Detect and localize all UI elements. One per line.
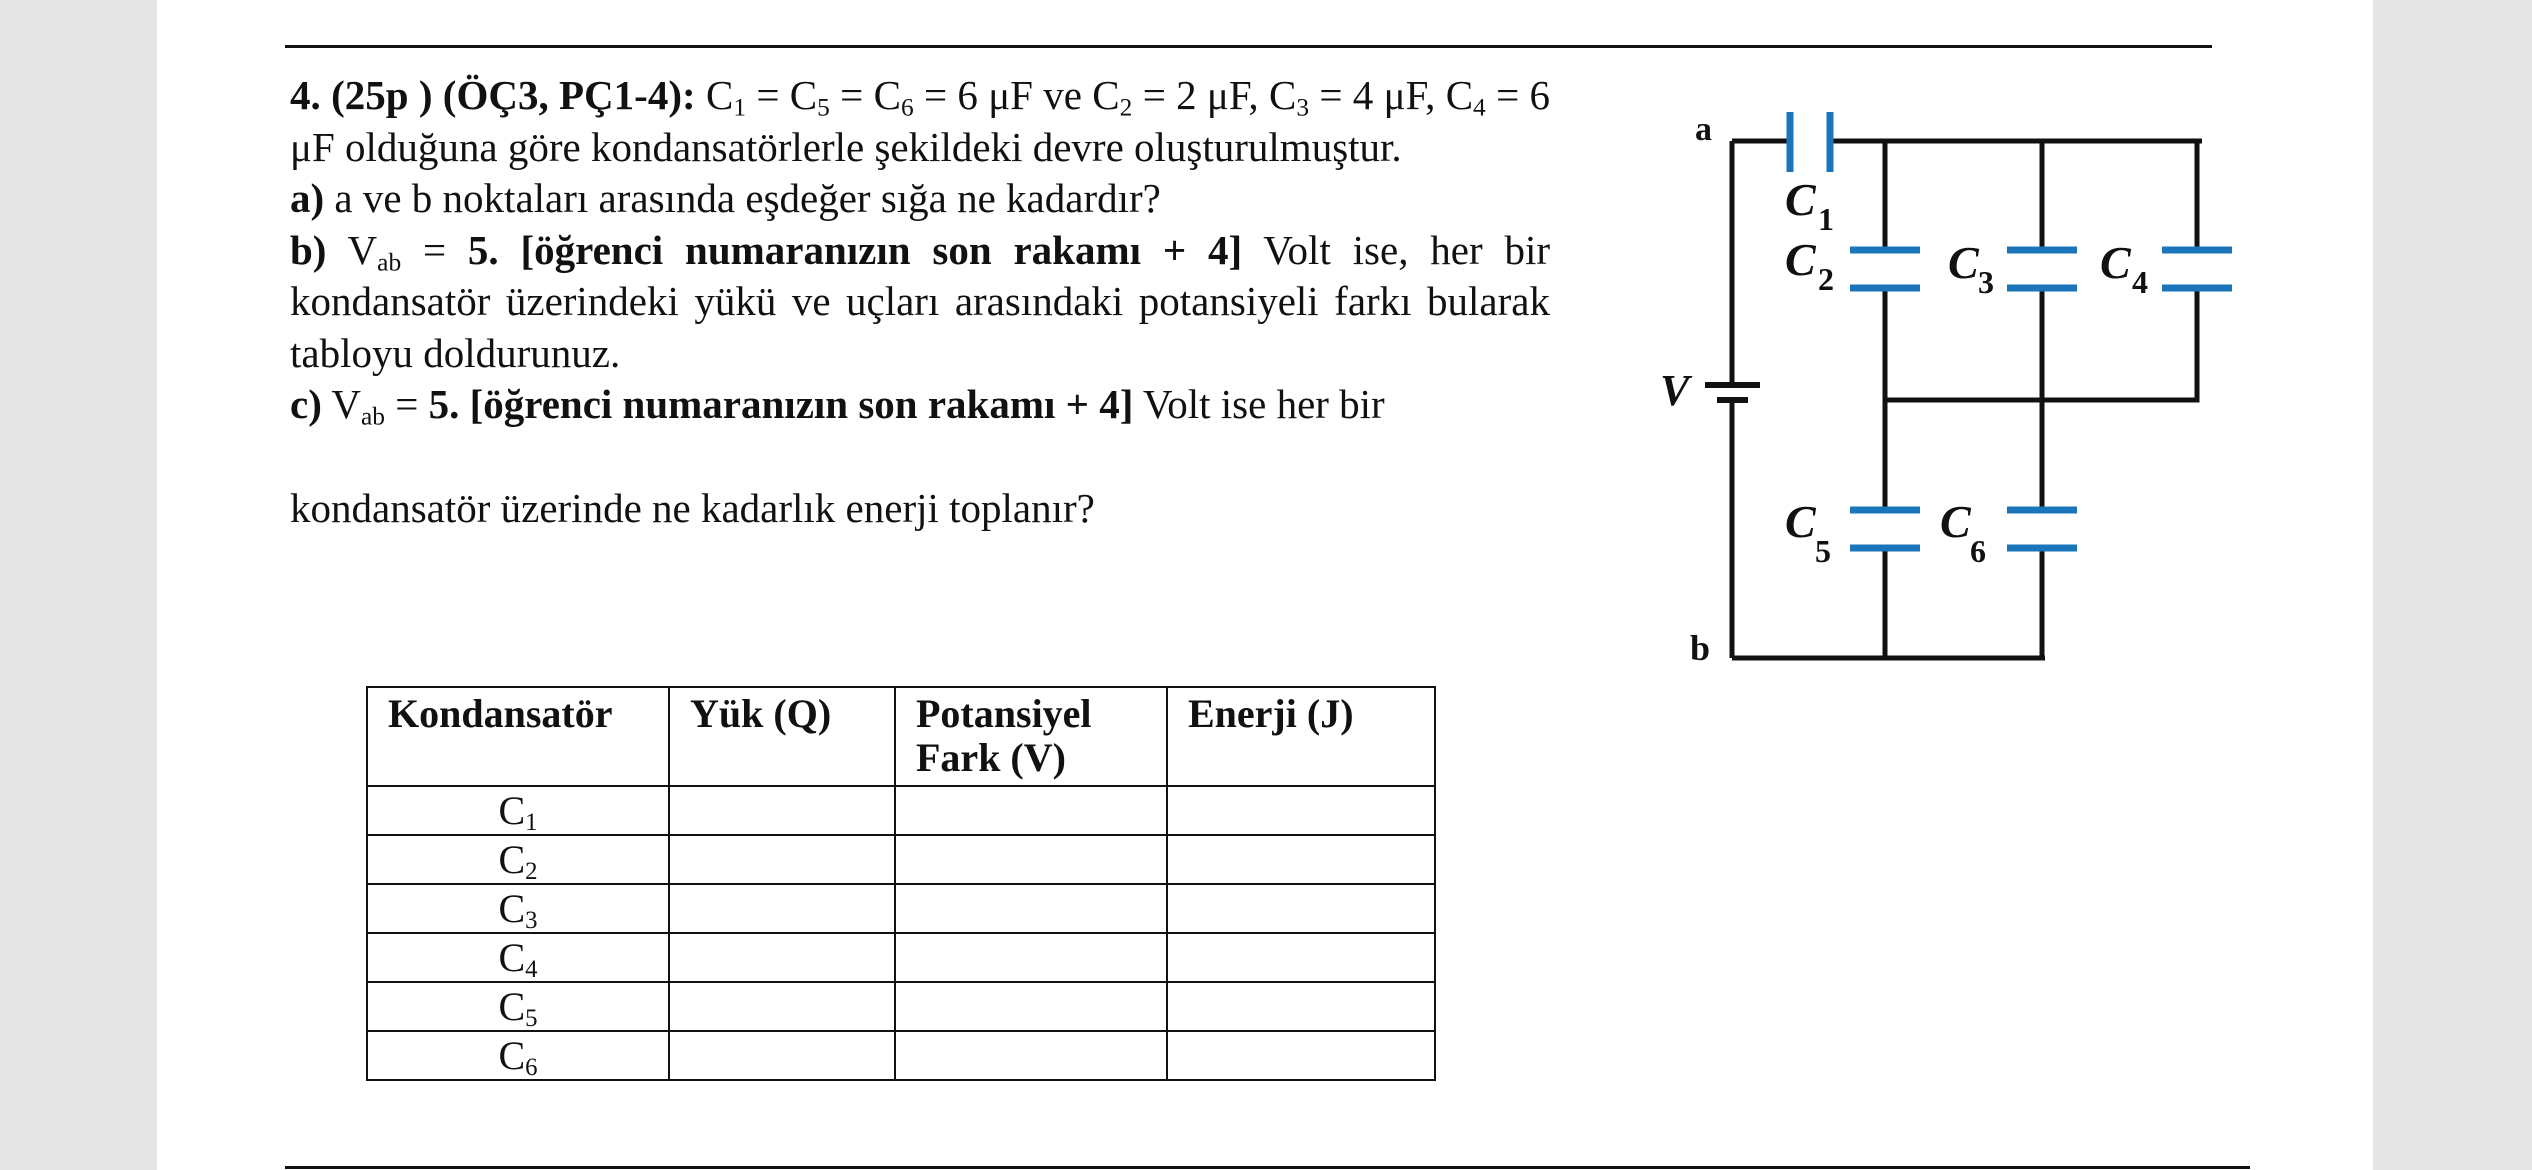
header-energy: Enerji (J) bbox=[1167, 687, 1435, 786]
potential-cell[interactable] bbox=[895, 884, 1167, 933]
energy-cell[interactable] bbox=[1167, 1031, 1435, 1080]
intro-segment: = 6 μF olduğuna göre kondansatörlerle şekildeki devre oluşturulmuştur. bbox=[290, 72, 1550, 170]
header-capacitor: Kondansatör bbox=[367, 687, 669, 786]
c2-sub: 2 bbox=[1818, 261, 1834, 297]
capacitor-c5 bbox=[1850, 510, 1920, 548]
c1-sub: 1 bbox=[1818, 201, 1834, 237]
part-b bbox=[290, 225, 1550, 380]
intro-segment: = 2 μF, C bbox=[1132, 72, 1297, 118]
part-c-formula: 5. [öğrenci numaranızın son rakamı + 4] bbox=[428, 381, 1134, 427]
charge-cell[interactable] bbox=[669, 786, 895, 835]
question-header: 4. (25p ) (ÖÇ3, PÇ1-4): bbox=[290, 72, 696, 118]
c6-sub: 6 bbox=[1970, 533, 1986, 569]
header-potential: Potansiyel Fark (V) bbox=[895, 687, 1167, 786]
part-b-label: b) bbox=[290, 226, 327, 273]
table-row bbox=[367, 933, 1435, 982]
part-c-label: c) bbox=[290, 381, 322, 427]
intro-subscript: 1 bbox=[733, 93, 747, 122]
intro-segment: C bbox=[695, 72, 734, 118]
circuit-diagram bbox=[1640, 100, 2240, 680]
capacitor-subscript: 6 bbox=[525, 1054, 538, 1082]
part-c-text: Volt ise her bir bbox=[1133, 381, 1385, 427]
bottom-rule bbox=[285, 1166, 2250, 1169]
part-b-voltage: V bbox=[326, 226, 378, 273]
part-b-text: Volt ise, her bir kondansatör üzerindeki yükü ve uçları arasındaki potansiyeli farkı bularak tabloyu doldurunuz. bbox=[290, 226, 1550, 376]
capacitor-name: C bbox=[498, 788, 526, 833]
part-c bbox=[290, 379, 1550, 431]
part-c-voltage: V bbox=[321, 381, 361, 427]
part-b-formula: 5. [öğrenci numaranızın son rakamı + 4] bbox=[467, 226, 1243, 273]
intro-subscript: 2 bbox=[1119, 93, 1133, 122]
capacitor-cell bbox=[367, 982, 669, 1031]
capacitor-subscript: 5 bbox=[525, 1005, 538, 1033]
intro-segment: = 6 μF ve C bbox=[913, 72, 1120, 118]
part-b-equals: = bbox=[401, 226, 468, 273]
table-row bbox=[367, 982, 1435, 1031]
potential-cell[interactable] bbox=[895, 1031, 1167, 1080]
table-body bbox=[367, 786, 1435, 1080]
potential-cell[interactable] bbox=[895, 982, 1167, 1031]
capacitor-c4 bbox=[2162, 250, 2232, 288]
c3-label: C bbox=[1948, 237, 1979, 288]
question-intro bbox=[290, 70, 1550, 173]
capacitor-name: C bbox=[498, 984, 526, 1029]
c4-label: C bbox=[2100, 237, 2131, 288]
battery-symbol bbox=[1705, 385, 1760, 400]
part-b-voltage-sub: ab bbox=[377, 247, 402, 276]
part-c-equals: = bbox=[384, 381, 429, 427]
charge-cell[interactable] bbox=[669, 982, 895, 1031]
capacitor-subscript: 4 bbox=[525, 956, 538, 984]
charge-cell[interactable] bbox=[669, 835, 895, 884]
capacitor-subscript: 2 bbox=[525, 858, 538, 886]
part-a-label: a) bbox=[290, 175, 325, 221]
capacitor-subscript: 3 bbox=[525, 907, 538, 935]
capacitor-cell bbox=[367, 884, 669, 933]
c5-sub: 5 bbox=[1815, 533, 1831, 569]
part-a-text: a ve b noktaları arasında eşdeğer sığa ne kadardır? bbox=[324, 175, 1161, 221]
charge-cell[interactable] bbox=[669, 884, 895, 933]
energy-cell[interactable] bbox=[1167, 786, 1435, 835]
capacitor-c1 bbox=[1790, 112, 1830, 172]
energy-cell[interactable] bbox=[1167, 982, 1435, 1031]
intro-subscript: 5 bbox=[817, 93, 830, 122]
question-text bbox=[290, 70, 1550, 534]
capacitor-name: C bbox=[498, 886, 526, 931]
capacitor-c6 bbox=[2007, 510, 2077, 548]
intro-subscript: 4 bbox=[1473, 93, 1486, 122]
table-row bbox=[367, 835, 1435, 884]
capacitor-name: C bbox=[498, 935, 526, 980]
capacitor-name: C bbox=[498, 837, 526, 882]
potential-cell[interactable] bbox=[895, 933, 1167, 982]
table-header-row bbox=[367, 687, 1435, 786]
node-a-label: a bbox=[1695, 111, 1712, 148]
table-row bbox=[367, 786, 1435, 835]
energy-cell[interactable] bbox=[1167, 884, 1435, 933]
intro-subscript: 6 bbox=[900, 93, 914, 122]
capacitor-subscript: 1 bbox=[525, 809, 538, 837]
part-a bbox=[290, 173, 1550, 225]
energy-cell[interactable] bbox=[1167, 835, 1435, 884]
table-row bbox=[367, 884, 1435, 933]
answer-table bbox=[366, 686, 1436, 1081]
node-b-label: b bbox=[1690, 628, 1711, 668]
c2-label: C bbox=[1785, 234, 1816, 285]
c4-sub: 4 bbox=[2132, 264, 2148, 300]
part-c-continuation: kondansatör üzerinde ne kadarlık enerji toplanır? bbox=[290, 484, 1095, 531]
capacitor-name: C bbox=[498, 1033, 526, 1078]
intro-segment: = C bbox=[829, 72, 901, 118]
potential-cell[interactable] bbox=[895, 835, 1167, 884]
intro-subscript: 3 bbox=[1296, 93, 1310, 122]
table-row bbox=[367, 1031, 1435, 1080]
charge-cell[interactable] bbox=[669, 933, 895, 982]
energy-cell[interactable] bbox=[1167, 933, 1435, 982]
capacitor-cell bbox=[367, 1031, 669, 1080]
charge-cell[interactable] bbox=[669, 1031, 895, 1080]
capacitor-cell bbox=[367, 835, 669, 884]
c6-label: C bbox=[1940, 496, 1971, 547]
intro-segment: = C bbox=[746, 72, 818, 118]
capacitor-cell bbox=[367, 786, 669, 835]
capacitor-c2 bbox=[1850, 250, 1920, 288]
header-charge: Yük (Q) bbox=[669, 687, 895, 786]
top-rule bbox=[285, 45, 2212, 48]
capacitor-c3 bbox=[2007, 250, 2077, 288]
c5-label: C bbox=[1785, 496, 1816, 547]
voltage-label: V bbox=[1660, 366, 1690, 415]
c1-label: C bbox=[1785, 174, 1816, 225]
c3-sub: 3 bbox=[1978, 264, 1994, 300]
capacitor-plates bbox=[1790, 112, 2232, 548]
intro-segment: = 4 μF, C bbox=[1309, 72, 1474, 118]
capacitor-cell bbox=[367, 933, 669, 982]
part-c-voltage-sub: ab bbox=[360, 402, 385, 431]
potential-cell[interactable] bbox=[895, 786, 1167, 835]
